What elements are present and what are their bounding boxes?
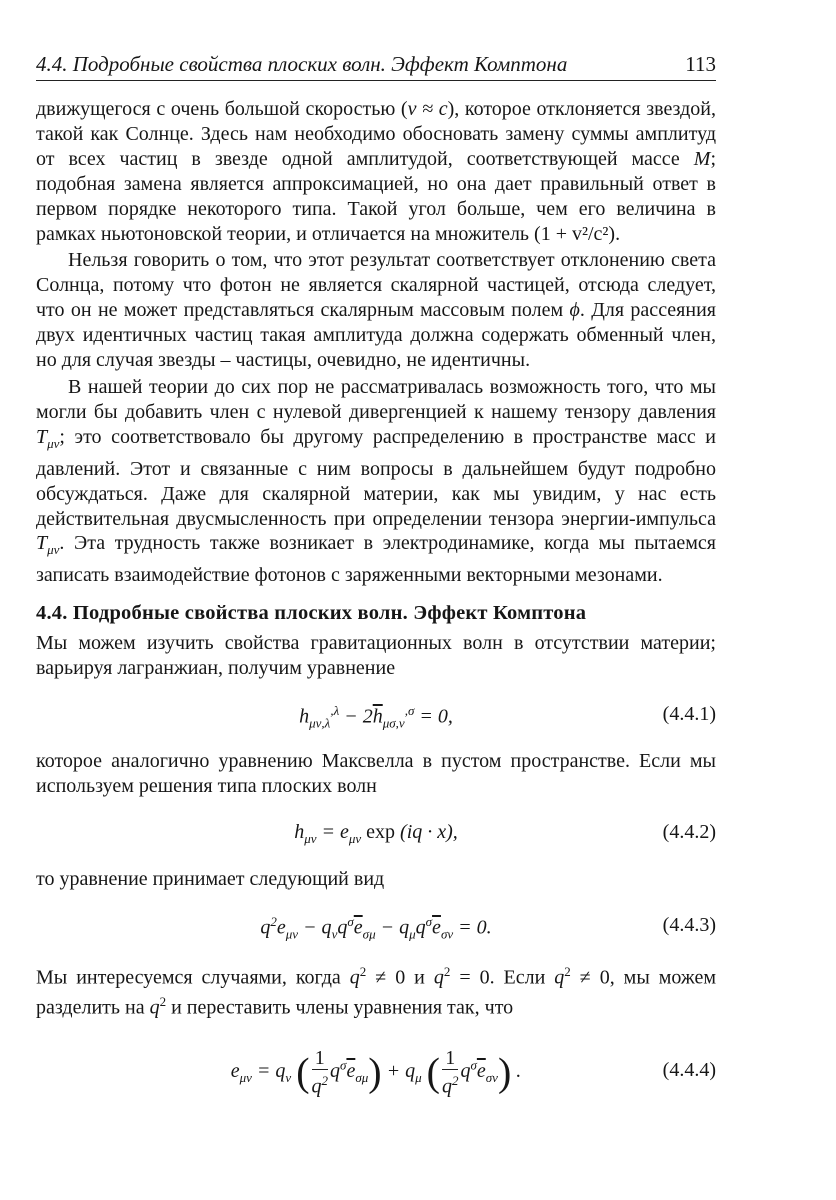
page-number: 113: [685, 52, 716, 76]
running-head: [36, 52, 716, 81]
equation-4-4-4-body: $e_{\mu\nu} = q_\nu$ ( $\frac{1}{q^2}$ $q^\sigma\overline{e}_{\sigma\mu}) + q_\mu$ ( $\frac{1}{q^2}$ $q^\sigma\overline{e}_{\sigma\nu}$) .: [230, 1046, 522, 1098]
equation-4-4-3-tag: (4.4.3): [662, 913, 716, 936]
equation-4-4-2-tag: (4.4.2): [662, 820, 716, 843]
equation-4-4-3: [36, 900, 716, 952]
page: [36, 52, 716, 1117]
paragraph-6: то уравнение принимает следующий вид: [36, 867, 385, 890]
paragraph-3: В нашей теории до сих пор не рассматривалась возможность того, что мы могли бы добавить член с нулевой дивергенцией к нашему тензору давления $T_{\mu\nu}$; это соответствовало бы другому распределению в пространстве масс и давлений. Этот и связанные с ним вопросы в дальнейшем будут подробно обсуждаться. Даже для скалярной материи, как мы увидим, у нас есть действительная двусмысленность при определении тензора энергии-импульса $T_{\mu\nu}$. Эта трудность также возникает в электродинамике, когда мы пытаемся записать взаимодействие фотонов с заряженными векторными мезонами.: [36, 375, 716, 587]
paragraph-1: движущегося с очень большой скоростью (v ≈ c), которое отклоняется звездой, такой как Солнце. Здесь нам необходимо обосновать замену суммы амплитуд от всех частиц в звезде одной амплитудой, соответствующей массе M; подобная замена является аппроксимацией, но она дает правильный ответ в первом порядке некоторого типа. Такой угол больше, чем его величина в рамках ньютоновской теории, и отличается на множитель (1 + v²/c²).: [36, 98, 716, 245]
running-head-title: 4.4. Подробные свойства плоских волн. Эффект Комптона: [36, 52, 568, 76]
section-heading: 4.4. Подробные свойства плоских волн. Эффект Комптона: [36, 602, 587, 625]
equation-4-4-1: [36, 689, 716, 741]
equation-4-4-4-tag: (4.4.4): [662, 1058, 716, 1081]
equation-4-4-1-body: $h_{\mu\nu,\lambda}^{,\lambda} - 2\overline{h}_{\mu\sigma,\nu}^{,\sigma} = 0$,: [299, 703, 453, 731]
paragraph-2: Нельзя говорить о том, что этот результат соответствует отклонению света Солнца, потому что фотон не является скалярной частицей, отсюда следует, что он не может представляться скалярным массовым полем ϕ. Для рассеяния двух идентичных частиц такая амплитуда должна содержать обменный член, но для случая звезды – частицы, очевидно, не идентичны.: [36, 249, 716, 372]
paragraph-5: которое аналогично уравнению Максвелла в пустом пространстве. Если мы используем решения типа плоских волн: [36, 750, 716, 797]
paragraph-7: Мы интересуемся случаями, когда $q^2 \ne 0$ и $q^2 = 0$. Если $q^2 \ne 0$, мы можем разделить на $q^2$ и переставить члены уравнения так, что: [36, 963, 716, 1019]
equation-4-4-1-tag: (4.4.1): [662, 703, 716, 726]
equation-4-4-2: [36, 807, 716, 859]
equation-4-4-2-body: $h_{\mu\nu} = e_{\mu\nu}$ exp (iq · x),: [294, 820, 458, 846]
equation-4-4-4: [36, 1029, 716, 1109]
equation-4-4-3-body: $q^2e_{\mu\nu} - q_\nu q^\sigma\overline{e}_{\sigma\mu} - q_\mu q^\sigma\overline{e}_{\sigma\nu} = 0$.: [260, 913, 492, 942]
paragraph-4: Мы можем изучить свойства гравитационных волн в отсутствии материи; варьируя лагранжиан, получим уравнение: [36, 632, 716, 680]
